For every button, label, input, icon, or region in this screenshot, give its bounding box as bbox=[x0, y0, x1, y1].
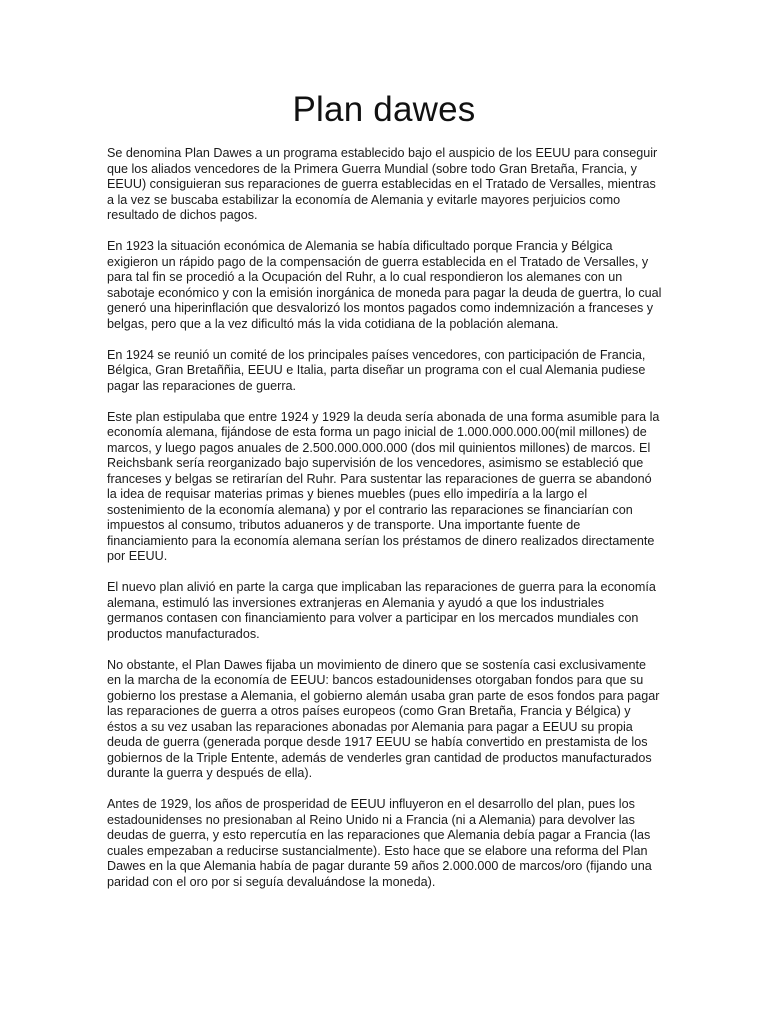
paragraph-5: El nuevo plan alivió en parte la carga que implicaban las reparaciones de guerra para la economía alemana, estimuló las inversiones extranjeras en Alemania y ayudó a que los industriales germanos contasen con financiamiento para volver a participar en los mercados mundiales con productos manufacturados. bbox=[107, 580, 656, 641]
paragraph-3: En 1924 se reunió un comité de los principales países vencedores, con participación de Francia, Bélgica, Gran Bretaññia, EEUU e Italia, parta diseñar un programa con el cual Alemania pudiese pagar las reparaciones de guerra. bbox=[107, 347, 646, 393]
paragraph-7: Antes de 1929, los años de prosperidad de EEUU influyeron en el desarrollo del plan, pues los estadounidenses no presionaban al Reino Unido ni a Francia (ni a Alemania) para devolver las deudas de guerra, y esto repercutía en las reparaciones que Alemania debía pagar a Francia (las cuales empezaban a reducirse sustancialmente). Esto hace que se elabore una reforma del Plan Dawes en la que Alemania había de pagar durante 59 años 2.000.000 de marcos/oro (fijando una paridad con el oro por si seguía devaluándose la moneda). bbox=[107, 797, 652, 889]
document-body bbox=[107, 146, 663, 906]
document-title: Plan dawes bbox=[292, 90, 476, 129]
paragraph-4: Este plan estipulaba que entre 1924 y 1929 la deuda sería abonada de una forma asumible para la economía alemana, fijándose de esta forma un pago inicial de 1.000.000.000.00(mil millones) de marcos, y luego pagos anuales de 2.500.000.000.000 (dos mil quinientos millones) de marcos. El Reichsbank sería reorganizado bajo supervisión de los vencedores, asimismo se estableció que franceses y belgas se retirarían del Ruhr. Para sustentar las reparaciones de guerra se abandonó la idea de requisar materias primas y bienes muebles (pues ello impediría a la largo el sostenimiento de la economía alemana) y por el contrario las reparaciones se financiarían con impuestos al consumo, tributos aduaneros y de transporte. Una importante fuente de financiamiento para la economía alemana serían los préstamos de dinero realizados directamente por EEUU. bbox=[107, 409, 660, 563]
paragraph-6: No obstante, el Plan Dawes fijaba un movimiento de dinero que se sostenía casi exclusivamente en la marcha de la economía de EEUU: bancos estadounidenses otorgaban fondos para que su gobierno los prestase a Alemania, el gobierno alemán usaba gran parte de esos fondos para pagar las reparaciones de guerra a otros países europeos (como Gran Bretaña, Francia y Bélgica) y éstos a su vez usaban las reparaciones abonadas por Alemania para pagar a EEUU su propia deuda de guerra (generada porque desde 1917 EEUU se había convertido en prestamista de los gobiernos de la Triple Entente, además de venderles gran cantidad de productos manufacturados durante la guerra y después de ella). bbox=[107, 657, 660, 780]
paragraph-1: Se denomina Plan Dawes a un programa establecido bajo el auspicio de los EEUU para conseguir que los aliados vencedores de la Primera Guerra Mundial (sobre todo Gran Bretaña, Francia, y EEUU) consiguieran sus reparaciones de guerra establecidas en el Tratado de Versalles, mientras a la vez se buscaba estabilizar la economía de Alemania y evitarle mayores perjuicios como resultado de dichos pagos. bbox=[107, 146, 658, 222]
paragraph-2: En 1923 la situación económica de Alemania se había dificultado porque Francia y Bélgica exigieron un rápido pago de la compensación de guerra establecida en el Tratado de Versalles, y para tal fin se procedió a la Ocupación del Ruhr, a lo cual respondieron los alemanes con un sabotaje económico y con la emisión inorgánica de moneda para pagar la deuda de guertra, lo cual generó una hiperinflación que desvalorizó los montos pagados como indemnización a franceses y belgas, pero que a la vez dificultó más la vida cotidiana de la población alemana. bbox=[107, 239, 662, 331]
